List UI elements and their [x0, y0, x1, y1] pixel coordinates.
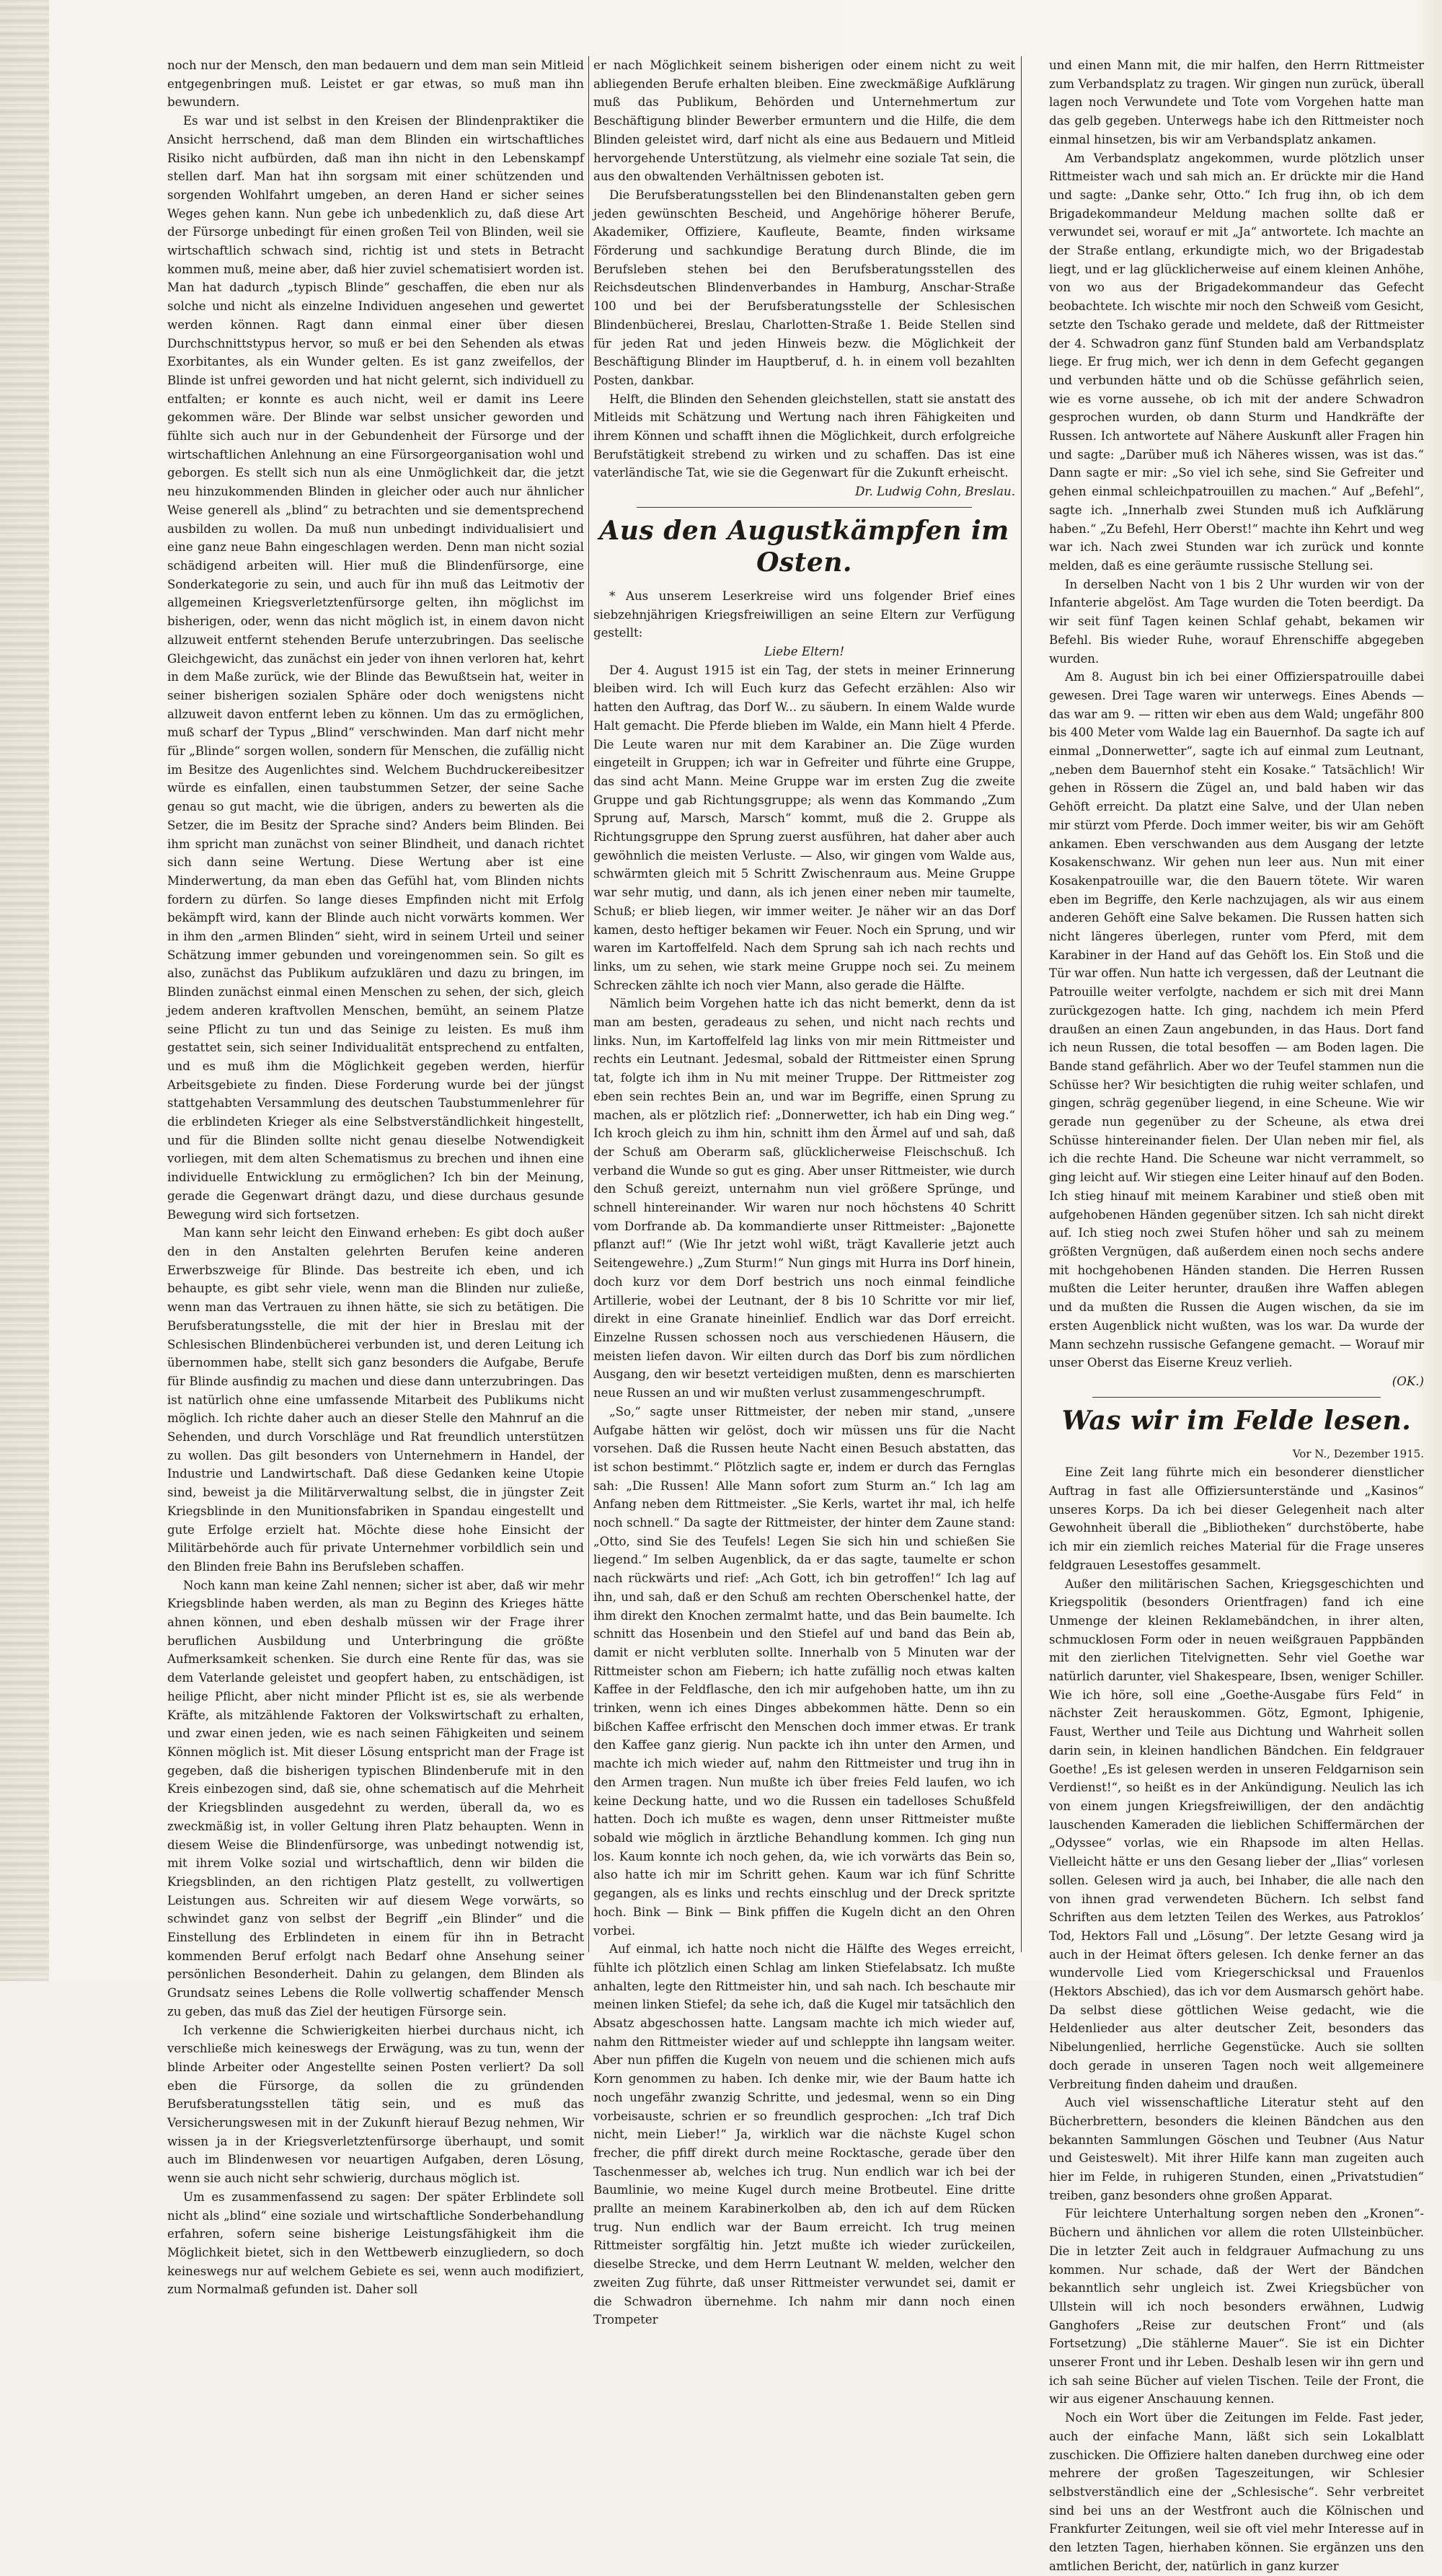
col2-paragraph: Die Berufsberatungsstellen bei den Blindenanstalten geben gern jeden gewünschten Bescheid, und Angehörige höherer Berufe, Akademiker, Offiziere, Kaufleute, Beamte, finden wirksame Förderung und sachkundige Beratung durch Blinde, die im Berufsleben stehen bei den Berufsberatungsstellen des Reichsdeutschen Blindenverbandes in Hamburg, Anschar-Straße 100 und bei der Berufsberatungsstelle der Schlesischen Blindenbücherei, Breslau, Charlotten-Straße 1. Beide Stellen sind für jeden Rat und jeden Hinweis bezw. die Möglichkeit der Beschäftigung Blinder im Hauptberuf, d. h. in einem voll bezahlten Posten, dankbar.	[593, 188, 1015, 387]
column-2	[593, 56, 1015, 2327]
letter-paragraph: Der 4. August 1915 ist ein Tag, der stets in meiner Erinnerung bleiben wird. Ich will Euch kurz das Gefecht erzählen: Also wir hatten den Auftrag, das Dorf W... zu säubern. In einem Walde wurde Halt gemacht. Die Pferde blieben im Walde, ein Mann hielt 4 Pferde. Die Leute waren nur mit dem Karabiner an. Die Züge wurden eingeteilt in Gruppen; ich war in Gefreiter und führte eine Gruppe, das sind acht Mann. Meine Gruppe war im ersten Zug die zweite Gruppe und gab Richtungsgruppe; als wenn das Kommando „Zum Sprung auf, Marsch, Marsch“ kommt, muß die 2. Gruppe als Richtungsgruppe den Sprung zuerst ausführen, hat daher aber auch gewöhnlich die meisten Verluste. — Also, wir gingen vom Walde aus, schwärmten gleich mit 5 Schritt Zwischenraum aus. Meine Gruppe war sehr mutig, und dann, als ich jenen einer neben mir taumelte, Schuß; er blieb liegen, wir immer weiter. Je näher wir an das Dorf kamen, desto heftiger bekamen wir Feuer. Noch ein Sprung, und wir waren im Kartoffelfeld. Nach dem Sprung sah ich nach rechts und links, um zu sehen, wie stark meine Gruppe noch sei. Zu meinem Schrecken zählte ich noch vier Mann, also gerade die Hälfte.	[593, 663, 1015, 992]
col2-paragraph: Helft, die Blinden den Sehenden gleichstellen, statt sie anstatt des Mitleids mit Schätzung und Wertung nach ihren Fähigkeiten und ihrem Können und schafft ihnen die Möglichkeit, durch erfolgreiche Berufstätigkeit strebend zu wirken und zu schaffen. Das ist eine vaterländische Tat, wie sie die Gegenwart für die Zukunft erheischt.	[593, 392, 1015, 480]
section-heading: Was wir im Felde lesen.	[1061, 1405, 1412, 1436]
article-lead: * Aus unserem Leserkreise wird uns folgender Brief eines siebzehnjährigen Kriegsfreiwilligen an seine Eltern zur Verfügung gestellt:	[593, 588, 1015, 640]
col1-paragraph: Es war und ist selbst in den Kreisen der Blindenpraktiker die Ansicht herrschend, daß man dem Blinden ein wirtschaftliches Risiko nicht aufbürden, daß man ihn nicht in den Lebenskampf stellen darf. Man hat ihn sorgsam mit einer schützenden und sorgenden Wohlfahrt umgeben, an deren Hand er sicher seines Weges gehen kann. Nun gebe ich unbedenklich zu, daß diese Art der Fürsorge unbedingt für einen großen Teil von Blinden, weil sie wirtschaftlich schwach sind, richtig ist und stets in Betracht kommen muß, meine aber, daß hier zuviel schematisiert worden ist. Man hat dadurch „typisch Blinde“ geschaffen, die eben nur als solche und nicht als einzelne Individuen angesehen und gewertet werden können. Ragt dann einmal einer über diesen Durchschnittstypus hervor, so muß er bei den Sehenden als etwas Exorbitantes, als ein Wunder gelten. Es ist ganz zweifellos, der Blinde ist unfrei geworden und hat nicht gelernt, sich individuell zu entfalten; er konnte es auch nicht, weil er damit ins Leere gekommen wäre. Der Blinde war selbst unsicher geworden und fühlte sich auch nur in der Gebundenheit der Fürsorge und der wirtschaftlichen Anlehnung an eine Fürsorgeorganisation wohl und geborgen. Es stellt sich nun als eine Unmöglichkeit dar, die jetzt neu hinzukommenden Blinden in gleicher oder auch nur ähnlicher Weise generell als „blind“ zu betrachten und sie dementsprechend ausbilden zu wollen. Da muß nun unbedingt individualisiert und eine ganz neue Bahn eingeschlagen werden. Denn man nicht sozial schädigend arbeiten will. Hier muß die Blindenfürsorge, eine Sonderkategorie zu sein, und auch für ihn muß das Leitmotiv der allgemeinen Kriegsverletztenfürsorge gelten, ihn möglichst im bisherigen, oder, wenn das nicht möglich ist, in einem davon nicht allzuweit entfernt stehenden Berufe unterzubringen. Das seelische Gleichgewicht, das zunächst ein jeder von ihnen verloren hat, kehrt in dem Maße zurück, wie der Blinde das Bewußtsein hat, weiter in seiner bisherigen sozialen Sphäre oder doch wenigstens nicht allzuweit davon entfernt leben zu können. Um das zu ermöglichen, muß scharf der Typus „Blind“ verschwinden. Man darf nicht mehr für „Blinde“ sorgen wollen, sondern für Menschen, die zufällig nicht im Besitze des Augenlichtes sind. Welchem Buchdruckereibesitzer würde es einfallen, einen taubstummen Setzer, der seine Sache genau so gut macht, wie die übrigen, anders zu bewerten als die Setzer, die im Besitz der Sprache sind? Anders beim Blinden. Bei ihm spricht man zunächst von seiner Blindheit, und danach richtet sich dann seine Wertung. Diese Wertung aber ist eine Minderwertung, da man eben das Gefühl hat, vom Blinden nichts fordern zu dürfen. So lange dieses Empfinden nicht mit Erfolg bekämpft wird, kann der Blinde auch nicht vorwärts kommen. Wer in ihm den „armen Blinden“ sieht, wird in seinem Urteil und seiner Schätzung immer gebunden und voreingenommen sein. So gilt es also, zunächst das Publikum aufzuklären und dazu zu bringen, im Blinden zunächst einmal einen Menschen zu sehen, der sich, gleich jedem anderen kraftvollen Menschen, bemüht, an seinem Platze seine Pflicht zu tun und das Seinige zu leisten. Es muß ihm gestattet sein, sich seiner Individualität entsprechend zu entfalten, und es muß ihm die Möglichkeit gegeben werden, hierfür Arbeitsgebiete zu finden. Diese Forderung wurde bei der jüngst stattgehabten Versammlung des deutschen Taubstummenlehrer für die erblindeten Krieger als eine Selbstverständlichkeit hingestellt, und für die Blinden sollte nicht genau dieselbe Notwendigkeit vorliegen, mit dem alten Schematismus zu brechen und ihnen eine individuelle Entwicklung zu ermöglichen? Ich bin der Meinung, gerade die Gegenwart drängt dazu, und diese durchaus gesunde Bewegung wird sich fortsetzen.	[167, 114, 584, 1222]
letter-signoff: (OK.)	[1392, 1374, 1424, 1388]
letter-paragraph: Nämlich beim Vorgehen hatte ich das nicht bemerkt, denn da ist man am besten, geradeaus zu sehen, und nicht nach rechts und links. Nun, im Kartoffelfeld lag links von mir mein Rittmeister und rechts ein Leutnant. Jedesmal, sobald der Rittmeister einen Sprung tat, folgte ich ihm in Nu mit meiner Truppe. Der Rittmeister zog eben sein rechtes Bein an, und war im Begriffe, einen Sprung zu machen, als er plötzlich rief: „Donnerwetter, ich hab ein Ding weg.“ Ich kroch gleich zu ihm hin, schnitt ihm den Ärmel auf und sah, daß der Schuß am Oberarm saß, glücklicherweise Fleischschuß. Ich verband die Wunde so gut es ging. Aber unser Rittmeister, wie durch den Schuß gereizt, unternahm nun viel größere Sprünge, und schnell hintereinander. Wir waren nur noch höchstens 40 Schritt vom Dorfrande ab. Da kommandierte unser Rittmeister: „Bajonette pflanzt auf!“ (Wie Ihr jetzt wohl wißt, trägt Kavallerie jetzt auch Seitengewehre.) „Zum Sturm!“ Nun gings mit Hurra ins Dorf hinein, doch kurz vor dem Dorf bestrich uns noch einmal feindliche Artillerie, wobei der Leutnant, der 8 bis 10 Schritte vor mir lief, direkt in eine Granate hineinlief. Endlich war das Dorf erreicht. Einzelne Russen schossen noch aus verschiedenen Häusern, die meisten liefen davon. Wir eilten durch das Dorf bis zum nördlichen Ausgang, den wir besetzt verteidigen mußten, denn es marschierten neue Russen an und wir mußten verlust zusammengeschrumpft.	[593, 997, 1015, 1401]
col1-paragraph: Noch kann man keine Zahl nennen; sicher ist aber, daß wir mehr Kriegsblinde haben werden, als man zu Beginn des Krieges hätte ahnen können, und eben deshalb müssen wir der Frage ihrer beruflichen Ausbildung und Unterbringung die größte Aufmerksamkeit schenken. Sie durch eine Rente für das, was sie dem Vaterlande geleistet und geopfert haben, zu entschädigen, ist heilige Pflicht, aber nicht minder Pflicht ist es, sie als werbende Kräfte, als mitzählende Faktoren der Volkswirtschaft zu erhalten, und zwar einen jeden, wie es nach seinen Fähigkeiten und seinem Können möglich ist. Mit dieser Lösung entspricht man der Frage ist gegeben, daß die bisherigen typischen Blindenberufe mit in den Kreis einbezogen sind, daß sie, ohne schematisch auf die Mehrheit der Kriegsblinden ausgedehnt zu werden, überall da, wo es zweckmäßig ist, in voller Geltung ihren Platz behaupten. Wenn in diesem Weise die Blindenfürsorge, was unbedingt notwendig ist, mit ihrem Volke sozial und wirtschaftlich, denn wir bilden die Kriegsblinden, an den richtigen Platz gestellt, zu vollwertigen Leistungen aus. Schreiten wir auf diesem Wege vorwärts, so schwindet ganz von selbst der Begriff „ein Blinder“ und die Einstellung des Erblindeten in einem für ihn in Betracht kommenden Beruf erfolgt nach Bedarf ohne Ansehung seiner persönlichen Besonderheit. Dahin zu gelangen, dem Blinden als Grundsatz seines Lebens die Rolle vollwertig schaffender Mensch zu geben, das muß das Ziel der heutigen Fürsorge sein.	[167, 1578, 584, 2019]
section-dateline: Vor N., Dezember 1915.	[1292, 1447, 1424, 1460]
column-divider	[1021, 56, 1022, 1952]
col1-paragraph: Um es zusammenfassend zu sagen: Der später Erblindete soll nicht als „blind“ eine soziale und wirtschaftliche Sonderbehandlung erfahren, sofern seine bisherige Leistungsfähigkeit ihm die Möglichkeit bietet, sich in den Wettbewerb einzugliedern, so doch keineswegs nur auf welchem Gebiete es sei, wenn auch modifiziert, zum Normalmaß gefunden ist. Daher soll	[167, 2189, 584, 2297]
section-paragraph: Außer den militärischen Sachen, Kriegsgeschichten und Kriegspolitik (besonders Orientfragen) fand ich eine Unmenge der kleinen Reklamebändchen, in ihrer alten, schmucklosen Form oder in neuen weißgrauen Pappbänden mit den zierlichen Titelvignetten. Sehr viel Goethe war natürlich darunter, viel Shakespeare, Ibsen, weniger Schiller. Wie ich höre, soll eine „Goethe-Ausgabe fürs Feld“ in nächster Zeit herauskommen. Götz, Egmont, Iphigenie, Faust, Werther und Teile aus Dichtung und Wahrheit sollen darin sein, in kleinen handlichen Bändchen. Ein feldgrauer Goethe! „Es ist gelesen werden in unseren Feldgarnison sein Verdienst!“, so heißt es in der Ankündigung. Neulich las ich von einem jungen Kriegsfreiwilligen, der den andächtig lauschenden Kameraden die lieblichen Schiffermärchen der „Odyssee“ vorlas, wie ein Rhapsode im alten Hellas. Vielleicht hätte er uns den Gesang lieber der „Ilias“ vorlesen sollen. Gelesen wird ja auch, bei Inhaber, die alle nach den von ihnen grad verwendeten Büchern. Ich selbst fand Schriften aus dem letzten Teilen des Werkes, aus Patroklos’ Tod, Hektors Fall und „Lösung“. Der letzte Gesang wird ja auch in der Heimat öfters gelesen. Ich denke ferner an das wundervolle Lied vom Kriegerschicksal und Frauenlos (Hektors Abschied), das ich vor dem Ausmarsch gehört habe. Da selbst diese göttlichen Weise gedacht, wie die Heldenlieder aus alter deutscher Zeit, besonders das Nibelungenlied, herrliche Gegenstücke. Auch sie sollten doch gerade in unseren Tagen noch weit allgemeinere Verbreitung finden daheim und draußen.	[1049, 1576, 1424, 2091]
letter-paragraph: „So,“ sagte unser Rittmeister, der neben mir stand, „unsere Aufgabe hätten wir gelöst, doch wir müssen uns für die Nacht vorsehen. Daß die Russen heute Nacht einen Besuch abstatten, das ist schon bestimmt.“ Plötzlich sagte er, indem er durch das Fernglas sah: „Die Russen! Alle Mann sofort zum Sturm an.“ Ich lag am Anfang neben dem Rittmeister. „Sie Kerls, wartet ihr mal, ich helfe noch schnell.“ Da sagte der Rittmeister, der hinter dem Zaune stand: „Otto, sind Sie des Teufels! Legen Sie sich hin und schießen Sie liegend.“ Im selben Augenblick, da er das sagte, taumelte er schon nach rückwärts und rief: „Ach Gott, ich bin getroffen!“ Ich lag auf ihn, und sah, daß er den Schuß am rechten Oberschenkel hatte, der ihm direkt den Knochen zermalmt hatte, und das Bein baumelte. Ich schnitt das Hosenbein und den Stiefel auf und band das Bein ab, damit er nicht verbluten sollte. Innerhalb von 5 Minuten war der Rittmeister schon am Fiebern; ich hatte zufällig noch etwas kalten Kaffee in der Feldflasche, den ich mir aufgehoben hatte, um ihn zu trinken, wenn ich eines Dinges abbekommen hätte. Denn so ein bißchen Kaffee erfrischt den Menschen doch immer etwas. Er trank den Kaffee ganz gierig. Nun packte ich ihn unter den Armen, und machte ich mich wieder auf, nahm den Rittmeister und trug ihn in den Armen tragen. Nun mußte ich über freies Feld laufen, wo ich keine Deckung hatte, und wo die Russen ein tadelloses Schußfeld hatten. Doch ich mußte es wagen, denn unser Rittmeister mußte sobald wie möglich in ärztliche Behandlung kommen. Ich ging nun los. Kaum konnte ich noch gehen, da, wie ich vorwärts das Bein so, also hatte ich mir im Schritt gehen. Kaum war ich fünf Schritte gegangen, als es links und rechts einschlug und der Dreck spritzte hoch. Bink — Bink — Bink pfiffen die Kugeln dicht an den Ohren vorbei.	[593, 1404, 1015, 1938]
letter-paragraph: In derselben Nacht von 1 bis 2 Uhr wurden wir von der Infanterie abgelöst. Am Tage wurden die Toten beerdigt. Da wir seit fünf Tagen keinen Schlaf gehabt, bekamen wir Befehl. Bis wieder Ruhe, worauf Ehrenschiffe abgegeben wurden.	[1049, 577, 1424, 666]
article-heading: Aus den Augustkämpfen im Osten.	[599, 515, 1009, 578]
letter-paragraph: und einen Mann mit, die mir halfen, den Herrn Rittmeister zum Verbandsplatz zu tragen. Wir gingen nun zurück, überall lagen noch Verwundete und Tote vom Vorgehen hatte man das gelb gegeben. Unterwegs habe ich den Rittmeister noch einmal hinsetzen, bis wir am Verbandsplatz ankamen.	[1049, 58, 1424, 146]
section-rule	[1092, 1397, 1381, 1398]
section-paragraph: Für leichtere Unterhaltung sorgen neben den „Kronen“-Büchern und ähnlichen vor allem die roten Ullsteinbücher. Die in letzter Zeit auch in feldgrauer Aufmachung zu uns kommen. Nur schade, daß der Wert der Bändchen bekanntlich sehr ungleich ist. Zwei Kriegsbücher von Ullstein will ich noch besonders erwähnen, Ludwig Ganghofers „Reise zur deutschen Front“ und (als Fortsetzung) „Die stählerne Mauer“. Sie ist ein Dichter unserer Front und ihr Leben. Deshalb lesen wir ihn gern und ich sah seine Bücher auf vielen Tischen. Teile der Front, die wir aus eigener Anschauung kennen.	[1049, 2207, 1424, 2407]
letter-paragraph: Auf einmal, ich hatte noch nicht die Hälfte des Weges erreicht, fühlte ich plötzlich einen Schlag am linken Stiefelabsatz. Ich mußte anhalten, legte den Rittmeister hin, und sah nach. Ich beschaute mir meinen linken Stiefel; da sehe ich, daß die Kugel mir tatsächlich den Absatz abgeschossen hatte. Langsam machte ich mich wieder auf, nahm den Rittmeister wieder auf und schleppte ihn langsam weiter. Aber nun pfiffen die Kugeln von neuem und die schienen mich aufs Korn genommen zu haben. Ich denke mir, wie der Baum hatte ich noch ungefähr zwanzig Schritte, und jedesmal, wenn so ein Ding vorbeisauste, schrien er so freundlich gesprochen: „Ich traf Dich nicht, mein Lieber!“ Ja, wirklich war die nächste Kugel schon frecher, die pfiff direkt durch meine Rocktasche, gerade über den Taschenmesser ab, welches ich trug. Nun endlich war ich bei der Baumlinie, wo meine Kugel durch meine Brotbeutel. Eine dritte prallte an meinem Karabinerkolben ab, den ich auf dem Rücken trug. Nun endlich war der Baum erreicht. Ich trug meinen Rittmeister sorgfältig hin. Jetzt mußte ich wieder zurückeilen, dieselbe Strecke, und dem Herrn Leutnant W. melden, welcher den zweiten Zug führte, daß unser Rittmeister verwundet sei, damit er die Schwadron übernehme. Ich nahm mir dann noch einen Trompeter	[593, 1942, 1015, 2327]
article-byline: Dr. Ludwig Cohn, Breslau.	[855, 485, 1015, 499]
column-1	[167, 56, 584, 2297]
column-3	[1049, 56, 1424, 2573]
col1-paragraph: Ich verkenne die Schwierigkeiten hierbei durchaus nicht, ich verschließe mich keineswegs der Erwägung, was zu tun, wenn der blinde Arbeiter oder Angestellte seinen Posten verliert? Da soll eben die Fürsorge, da sollen die zu gründenden Berufsberatungsstellen tätig sein, und es muß das Versicherungswesen mit in der Zukunft hierauf Bezug nehmen, Wir wissen ja in der Kriegsverletztenfürsorge überhaupt, und somit auch im Blindenwesen vor neuartigen Aufgaben, deren Lösung, wenn sie auch nicht sehr schwierig, durchaus möglich ist.	[167, 2023, 584, 2186]
letter-paragraph: Am 8. August bin ich bei einer Offizierspatrouille dabei gewesen. Drei Tage waren wir unterwegs. Eines Abends — das war am 9. — ritten wir eben aus dem Wald; ungefähr 800 bis 400 Meter vom Walde lag ein Bauernhof. Da sagte ich auf einmal „Donnerwetter“, sagte ich auf einmal zum Leutnant, „neben dem Bauernhof steht ein Kosake.“ Tatsächlich! Wir gehen in Rössern die Zügel an, und bald haben wir das Gehöft erreicht. Da platzt eine Salve, und der Ulan neben mir stürzt vom Pferde. Doch immer weiter, bis wir am Gehöft ankamen. Eben verschwanden aus dem Ausgang der letzte Kosakenschwanz. Wir gehen nun leer aus. Nun mit einer Kosakenpatrouille war, die den Bauern tötete. Wir waren eben im Begriffe, den Kerle nachzujagen, als wir aus einem anderen Gehöft eine Salve bekamen. Die Russen hatten sich nicht längeres überlegen, runter vom Pferd, mit dem Karabiner in der Hand auf das Gehöft los. Ein Stoß und die Tür war offen. Nun hatte ich vergessen, daß der Leutnant die Patrouille weiter verfolgte, nachdem er sich mit drei Mann zurückgezogen hatte. Ich ging, nachdem ich mein Pferd draußen an einen Zaun angebunden, in das Haus. Dort fand ich neun Russen, die total besoffen — am Boden lagen. Die Bande stand gefährlich. Aber wo der Teufel stammen nun die Schüsse her? Wir besichtigten die ruhig weiter schlafen, und gingen, schräg gegenüber liegend, in eine Scheune. Wie wir gerade nun gegenüber zu der Scheune, als etwa drei Schüsse hintereinander fielen. Der Ulan neben mir fiel, als ich die rechte Hand. Die Scheune war nicht verrammelt, so ging leicht auf. Wir stiegen eine Leiter hinauf auf den Boden. Ich stieg hinauf mit meinem Karabiner und stieß oben mit aufgehobenen Händen gegenüber sitzen. Ich sah nicht direkt auf. Ich stieg noch zwei Stufen höher und sah zu meinem größten Vergnügen, daß außerdem einen noch sechs andere mit hochgehobenen Händen standen. Die Herren Russen mußten die Leiter herunter, draußen ihre Waffen ablegen und da mußten die Russen die Augen wischen, da sie im ersten Augenblick nicht wußten, was los war. Da wurde der Mann sechzehn russische Gefangene gemacht. — Worauf mir unser Oberst das Eiserne Kreuz verlieh.	[1049, 670, 1424, 1370]
section-paragraph: Noch ein Wort über die Zeitungen im Felde. Fast jeder, auch der einfache Mann, läßt sich sein Lokalblatt zuschicken. Die Offiziere halten daneben durchweg eine oder mehrere der großen Tageszeitungen, wir Schlesier selbstverständlich eine der „Schlesische“. Sehr verbreitet sind bei uns an der Westfront auch die Kölnischen und Frankfurter Zeitungen, weil sie oft viel mehr Interesse auf in den letzten Tagen, hierhaben können. Sie ergänzen uns den amtlichen Bericht, der, natürlich in ganz kurzer	[1049, 2411, 1424, 2573]
col2-paragraph: er nach Möglichkeit seinem bisherigen oder einem nicht zu weit abliegenden Berufe erhalten bleiben. Eine zweckmäßige Aufklärung muß das Publikum, Behörden und Unternehmertum zur Beschäftigung blinder Bewerber ermuntern und die Hilfe, die dem Blinden geleistet wird, darf nicht als eine aus Bedauern und Mitleid hervorgehende Unterstützung, als vielmehr eine soziale Tat sein, die aus den obwaltenden Verhältnissen geboten ist.	[593, 58, 1015, 184]
section-paragraph: Auch viel wissenschaftliche Literatur steht auf den Bücherbrettern, besonders die kleinen Bändchen aus den bekannten Sammlungen Göschen und Teubner (Aus Natur und Geisteswelt). Mit ihrer Hilfe kann man zugeiten auch hier im Felde, in ruhigeren Stunden, einen „Privatstudien“ treiben, ganz besonders ohne großen Apparat.	[1049, 2096, 1424, 2202]
letter-paragraph: Am Verbandsplatz angekommen, wurde plötzlich unser Rittmeister wach und sah mich an. Er drückte mir die Hand und sagte: „Danke sehr, Otto.“ Ich frug ihn, ob ich dem Brigadekommandeur Meldung machen sollte daß er verwundet sei, worauf er mit „Ja“ antwortete. Ich machte an der Straße entlang, erkundigte mich, wo der Brigadestab liegt, und er lag glücklicherweise auf einem kleinen Anhöhe, von wo aus der Brigadekommandeur das Gefecht beobachtete. Ich wischte mir noch den Schweiß vom Gesicht, setzte den Tschako gerade und meldete, daß der Rittmeister der 4. Schwadron ganz fünf Stunden bald am Verbandsplatz liege. Er frug mich, wer ich denn in dem Gefecht gegangen und verbunden hätte und ob die Schüsse gefährlich seien, wie es vorne aussehe, ob ich mit der andere Schwadron gesprochen wurden, ob dann Sturm und Handkräfte der Russen. Ich antwortete auf Nähere Auskunft aller Fragen hin und sagte: „Darüber muß ich Näheres wissen, was ist das.“ Dann sagte er mir: „So viel ich sehe, sind Sie Gefreiter und gehen einmal schleichpatrouillen zu machen.“ Auf „Befehl“, sagte ich. „Innerhalb zwei Stunden muß ich Aufklärung haben.“ „Zu Befehl, Herr Oberst!“ machte ihn Kehrt und weg war ich. Nach zwei Stunden war ich zurück und konnte melden, daß es eine geräumte russische Stellung sei.	[1049, 151, 1424, 573]
col1-paragraph: Man kann sehr leicht den Einwand erheben: Es gibt doch außer den in den Anstalten gelehrten Berufen keine anderen Erwerbszweige für Blinde. Das bestreite ich eben, und ich behaupte, es gibt sehr viele, wenn man die Blinden nur zuließe, wenn man das Vertrauen zu ihnen hätte, sie sich zu betätigen. Die Berufsberatungsstelle, die mit der hier in Breslau mit der Schlesischen Blindenbücherei verbunden ist, und deren Leitung ich übernommen habe, stellt sich ganz besonders die Aufgabe, Berufe für Blinde ausfindig zu machen und diese dann unterzubringen. Das ist natürlich ohne eine umfassende Mitarbeit des Publikums nicht möglich. Ich richte daher auch an dieser Stelle den Mahnruf an die Sehenden, und durch Vorschläge und Rat freundlich unterstützen zu wollen. Das gilt besonders von Unternehmern in Handel, der Industrie und Landwirtschaft. Daß diese Gedanken keine Utopie sind, beweist ja die Militärverwaltung selbst, die in jüngster Zeit Kriegsblinde in den Munitionsfabriken in Spandau eingestellt und gute Erfolge erzielt hat. Möchte diese hohe Einsicht der Militärbehörde auch für private Unternehmer vorbildlich sein und den Blinden freie Bahn ins Berufsleben schaffen.	[167, 1226, 584, 1574]
col1-paragraph: noch nur der Mensch, den man bedauern und dem man sein Mitleid entgegenbringen muß. Leistet er gar etwas, so muß man ihn bewundern.	[167, 58, 584, 110]
column-divider	[588, 56, 589, 1952]
section-paragraph: Eine Zeit lang führte mich ein besonderer dienstlicher Auftrag in fast alle Offiziersunterstände und „Kasinos“ unseres Korps. Da ich bei dieser Gelegenheit nach alter Gewohnheit überall die „Bibliotheken“ durchstöberte, habe ich mir ein ziemlich reiches Material für die Frage unseres feldgrauen Lesestoffes gesammelt.	[1049, 1465, 1424, 1572]
letter-salutation: Liebe Eltern!	[764, 644, 845, 658]
torn-page-edge	[0, 0, 49, 1981]
section-rule	[637, 507, 972, 508]
